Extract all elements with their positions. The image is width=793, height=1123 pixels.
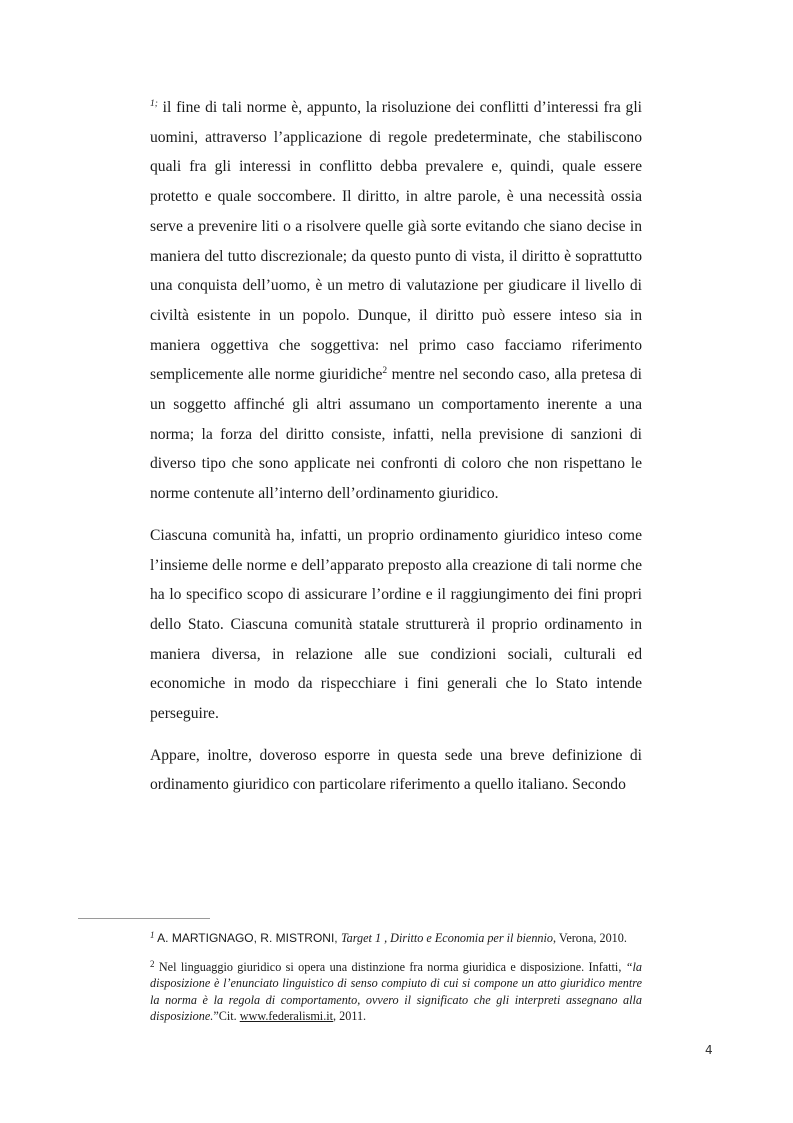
- paragraph-3: Appare, inoltre, doveroso esporre in questa sede una breve definizione di ordinamento giuridico con particolare riferimento a quello italiano. Secondo: [150, 746, 642, 794]
- footnote-ref-2[interactable]: 2: [382, 366, 388, 377]
- footnote-1: [150, 930, 642, 947]
- footnote-2-cit-suffix: , 2011.: [333, 1009, 367, 1023]
- paragraph-1: [150, 93, 642, 509]
- footnote-1-authors: A. MARTIGNAGO, R. MISTRONI,: [154, 931, 341, 945]
- paragraph-1-text-a: il fine di tali norme è, appunto, la risoluzione dei conflitti d’interessi fra gli uomini, attraverso l’applicazione di regole predeterminate, che stabiliscono quali fra gli interessi in conflitto debba prevalere e, quindi, quale essere protetto e quale soccombere. Il diritto, in altre parole, è una necessità ossia serve a prevenire liti o a risolvere quelle già sorte evitando che siano decise in maniera del tutto discrezionale; da questo punto di vista, il diritto è soprattutto una conquista dell’uomo, è un metro di valutazione per giudicare il livello di civiltà esistente in un popolo. Dunque, il diritto può essere inteso sia in maniera oggettiva che soggettiva: nel primo caso facciamo riferimento semplicemente alle norme giuridiche: [150, 99, 642, 384]
- footnote-2-quote: “la disposizione è l’enunciato linguistico di senso compiuto di cui si compone un atto giuridico mentre la norma è la regola di comportamento, ovvero il significato che gli interpreti assegnano alla disposizione.: [150, 959, 642, 1023]
- body-text: [150, 93, 642, 812]
- footnote-1-number: 1: [150, 930, 155, 940]
- footnote-2-intro: Nel linguaggio giuridico si opera una distinzione fra norma giuridica e disposizione. Infatti,: [154, 959, 626, 974]
- paragraph-2: Ciascuna comunità ha, infatti, un proprio ordinamento giuridico inteso come l’insieme delle norme e dell’apparato preposto alla creazione di tali norme che ha lo specifico scopo di assicurare l’ordine e il raggiungimento dei fini propri dello Stato. Ciascuna comunità statale strutturerà il proprio ordinamento in maniera diversa, in relazione alle sue condizioni sociali, culturali ed economiche in modo da rispecchiare i fini generali che lo Stato intende perseguire.: [150, 526, 642, 723]
- footnote-separator: [78, 918, 210, 919]
- footnotes: [150, 930, 642, 1037]
- footnote-ref-1[interactable]: [150, 99, 158, 109]
- footnote-1-rest: , Verona, 2010.: [553, 931, 627, 945]
- footnote-2-number: 2: [150, 958, 155, 969]
- footnote-2-cit-prefix: ”Cit.: [213, 1009, 240, 1023]
- footnote-2-link[interactable]: www.federalismi.it: [239, 1009, 334, 1023]
- footnote-ref-1-number: 1: [150, 99, 155, 109]
- paragraph-1-text-b: mentre nel secondo caso, alla pretesa di un soggetto affinché gli altri assumano un comportamento inerente a una norma; la forza del diritto consiste, infatti, nella previsione di sanzioni di diverso tipo che sono applicate nei confronti di coloro che non rispettano le norme contenute all’interno dell’ordinamento giuridico.: [150, 366, 642, 503]
- footnote-1-title: Target 1 , Diritto e Economia per il biennio: [340, 931, 553, 945]
- page-number: 4: [705, 1043, 713, 1057]
- footnote-2: [150, 959, 642, 1025]
- footnote-ref-1-punct: ;: [154, 99, 158, 109]
